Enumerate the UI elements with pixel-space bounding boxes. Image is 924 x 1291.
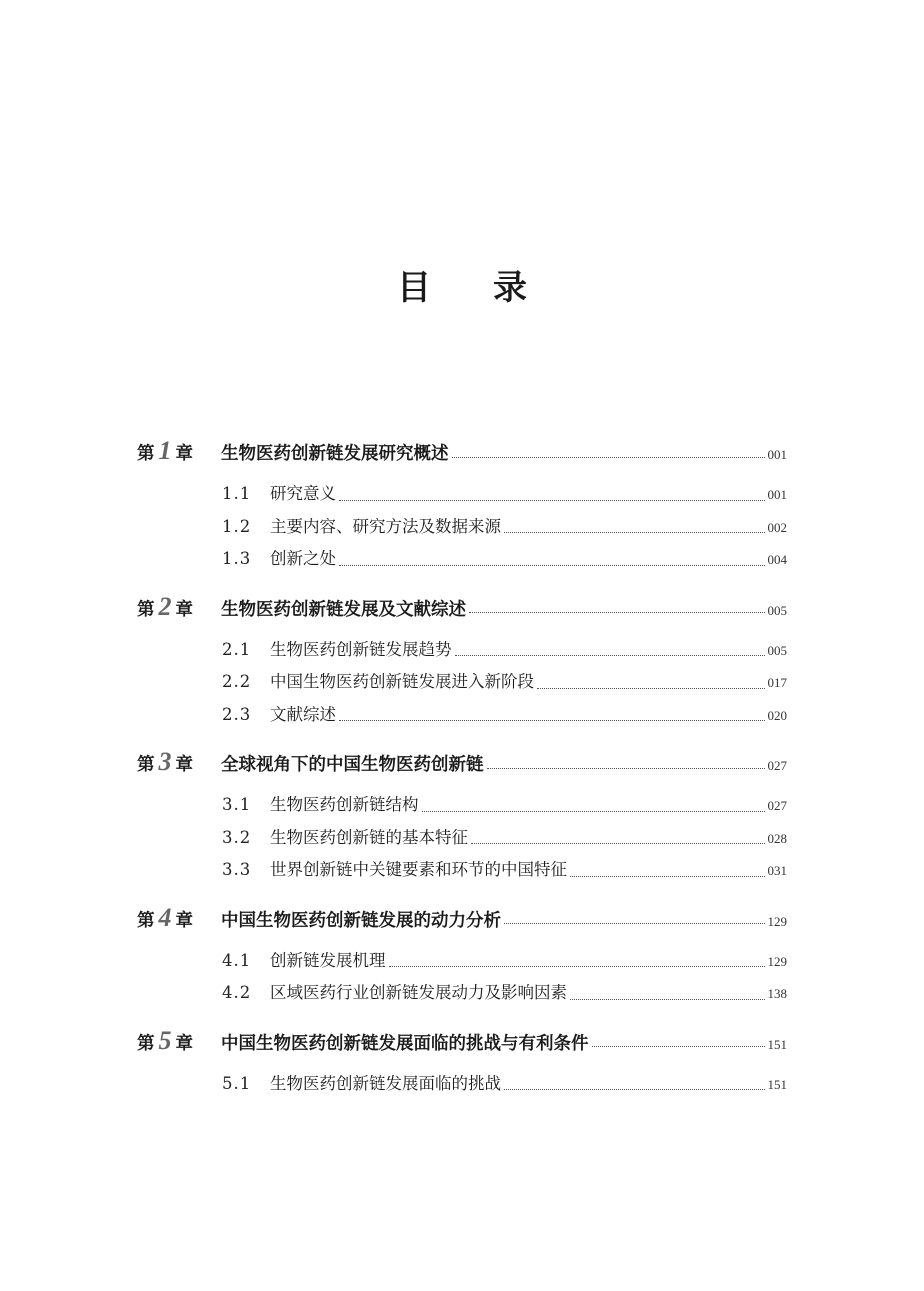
section-title: 中国生物医药创新链发展进入新阶段 xyxy=(270,672,534,691)
section-title: 生物医药创新链的基本特征 xyxy=(270,827,468,847)
section-title: 生物医药创新链结构 xyxy=(270,795,419,814)
dot-leader xyxy=(592,1046,765,1047)
page-number: 138 xyxy=(767,986,787,1001)
dot-leader xyxy=(339,565,765,566)
chapter-prefix: 第 xyxy=(137,599,155,620)
chapter-entry[interactable] xyxy=(137,903,787,937)
section-number: 1.2 xyxy=(222,516,252,536)
chapter-prefix: 第 xyxy=(137,444,155,464)
section-number: 3.1 xyxy=(222,795,252,814)
dot-leader xyxy=(455,655,765,656)
dot-leader xyxy=(389,966,765,967)
section-title: 研究意义 xyxy=(270,484,336,503)
dot-leader xyxy=(570,876,765,877)
page-number: 031 xyxy=(767,863,787,878)
section-number: 4.2 xyxy=(222,983,252,1002)
section-entry[interactable] xyxy=(137,979,787,1012)
chapter-prefix: 第 xyxy=(137,1033,155,1054)
page-number: 129 xyxy=(767,913,787,929)
page-number: 002 xyxy=(767,519,787,535)
page-number: 017 xyxy=(767,675,787,690)
page-number: 151 xyxy=(767,1076,787,1092)
dot-leader xyxy=(469,612,765,613)
chapter-title: 中国生物医药创新链发展的动力分析 xyxy=(221,910,501,931)
section-number: 2.2 xyxy=(222,672,252,691)
section-entry[interactable] xyxy=(137,791,787,824)
section-number: 1.3 xyxy=(222,549,252,568)
page-number: 028 xyxy=(767,830,787,846)
toc-title xyxy=(0,268,924,308)
section-title: 生物医药创新链发展面临的挑战 xyxy=(270,1073,501,1093)
section-title: 创新链发展机理 xyxy=(270,950,386,970)
page-number: 001 xyxy=(767,447,787,462)
chapter-number: 1 xyxy=(158,436,172,465)
chapter-suffix: 章 xyxy=(175,755,193,775)
chapter-label xyxy=(137,1026,221,1056)
chapter-title: 全球视角下的中国生物医药创新链 xyxy=(221,755,484,775)
section-title: 创新之处 xyxy=(270,549,336,568)
section-number: 4.1 xyxy=(222,950,252,970)
page-number: 129 xyxy=(767,953,787,969)
toc-title-char-1: 目 xyxy=(397,268,431,308)
chapter-3 xyxy=(137,747,787,889)
section-entry[interactable] xyxy=(137,636,787,669)
chapter-suffix: 章 xyxy=(175,599,193,620)
chapter-5 xyxy=(137,1026,787,1103)
section-entry[interactable] xyxy=(137,701,787,734)
page-number: 151 xyxy=(767,1036,787,1052)
page-number: 004 xyxy=(767,552,787,567)
section-number: 1.1 xyxy=(222,484,252,503)
dot-leader xyxy=(504,1089,765,1090)
section-entry[interactable] xyxy=(137,480,787,513)
page-number: 027 xyxy=(767,798,787,813)
chapter-prefix: 第 xyxy=(137,755,155,775)
section-title: 区域医药行业创新链发展动力及影响因素 xyxy=(270,983,567,1002)
chapter-entry[interactable] xyxy=(137,592,787,626)
chapter-4 xyxy=(137,903,787,1012)
chapter-number: 5 xyxy=(158,1025,172,1055)
dot-leader xyxy=(504,532,765,533)
section-number: 2.1 xyxy=(222,639,252,659)
toc-title-char-2: 录 xyxy=(493,268,527,308)
section-entry[interactable] xyxy=(137,513,787,546)
section-number: 5.1 xyxy=(222,1073,252,1093)
section-title: 主要内容、研究方法及数据来源 xyxy=(270,516,501,536)
chapter-suffix: 章 xyxy=(175,1033,193,1054)
section-title: 文献综述 xyxy=(270,704,336,724)
dot-leader xyxy=(504,923,765,924)
chapter-number: 3 xyxy=(158,747,172,776)
chapter-label xyxy=(137,436,221,466)
section-entry[interactable] xyxy=(137,1070,787,1103)
chapter-suffix: 章 xyxy=(175,444,193,464)
chapter-suffix: 章 xyxy=(175,910,193,931)
chapter-1 xyxy=(137,436,787,578)
chapter-entry[interactable] xyxy=(137,1026,787,1060)
section-entry[interactable] xyxy=(137,545,787,578)
chapter-entry[interactable] xyxy=(137,747,787,781)
chapter-number: 4 xyxy=(158,902,172,932)
dot-leader xyxy=(452,457,765,458)
chapter-2 xyxy=(137,592,787,734)
chapter-entry[interactable] xyxy=(137,436,787,470)
chapter-label xyxy=(137,592,221,622)
page-number: 001 xyxy=(767,487,787,502)
section-title: 生物医药创新链发展趋势 xyxy=(270,639,452,659)
section-entry[interactable] xyxy=(137,668,787,701)
page-number: 005 xyxy=(767,642,787,658)
chapter-title: 生物医药创新链发展及文献综述 xyxy=(221,599,466,620)
dot-leader xyxy=(487,768,765,769)
chapter-label xyxy=(137,747,221,777)
chapter-title: 生物医药创新链发展研究概述 xyxy=(221,444,449,464)
page-number: 005 xyxy=(767,602,787,618)
dot-leader xyxy=(339,500,765,501)
section-title: 世界创新链中关键要素和环节的中国特征 xyxy=(270,860,567,879)
dot-leader xyxy=(471,843,765,844)
section-entry[interactable] xyxy=(137,856,787,889)
section-entry[interactable] xyxy=(137,947,787,980)
dot-leader xyxy=(570,999,765,1000)
section-entry[interactable] xyxy=(137,824,787,857)
chapter-label xyxy=(137,903,221,933)
table-of-contents xyxy=(137,436,787,1116)
dot-leader xyxy=(422,811,765,812)
chapter-title: 中国生物医药创新链发展面临的挑战与有利条件 xyxy=(221,1033,589,1054)
chapter-number: 2 xyxy=(158,591,172,621)
dot-leader xyxy=(339,720,765,721)
chapter-prefix: 第 xyxy=(137,910,155,931)
section-number: 3.2 xyxy=(222,827,252,847)
page-number: 027 xyxy=(767,758,787,773)
dot-leader xyxy=(537,688,765,689)
section-number: 2.3 xyxy=(222,704,252,724)
page-number: 020 xyxy=(767,707,787,723)
section-number: 3.3 xyxy=(222,860,252,879)
